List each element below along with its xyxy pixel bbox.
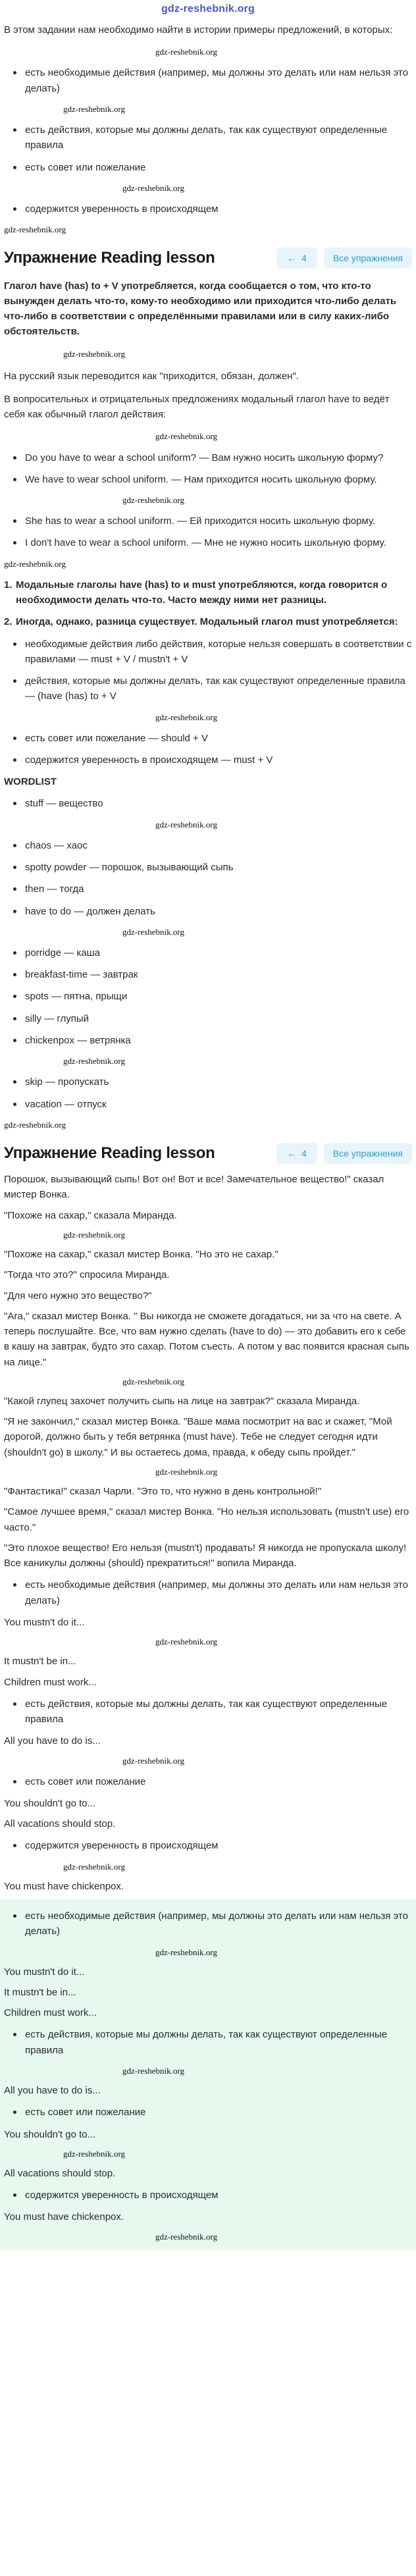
list-item: breakfast-time — завтрак [4,967,412,982]
item-number: 1. [4,579,13,591]
answer-example: You must have chickenpox. [4,2211,124,2223]
section-story [0,1172,416,1571]
answer-example: It mustn't be in... [4,1656,76,1668]
watermark: gdz-reshebnik.org [63,348,125,359]
item-number: 2. [4,616,13,628]
wordlist-title: WORDLIST [4,776,57,788]
list-item: She has to wear a school uniform. — Ей приходится носить школьную форму. [4,513,412,529]
answer-example: All vacations should stop. [4,1818,116,1830]
exercise-header [0,246,416,270]
rules-list [4,637,412,768]
arrow-left-icon: ← [287,1147,297,1159]
story-line: "Похоже на сахар," сказал мистер Вонка. "Но это не сахар." [4,1249,278,1261]
list-item: spots — пятна, прыщи [4,989,412,1004]
list-item: есть совет или пожелание — should + V [4,731,412,746]
exercise-title: Упражнение Reading lesson [4,1144,215,1163]
watermark: gdz-reshebnik.org [155,47,217,57]
answer-list [4,1908,412,1939]
list-item: есть совет или пожелание [4,2105,412,2120]
watermark: gdz-reshebnik.org [63,2148,125,2159]
prev-exercise-button[interactable] [276,1143,317,1164]
story-line: "Самое лучшее время," сказал мистер Вонка. "Но нельзя использовать (mustn't use) его часто." [4,1506,409,1533]
list-item: silly — глупый [4,1011,412,1026]
theory-paragraph: Глагол have (has) to + V употребляется, когда сообщается о том, что кто-то вынужден делать что-то, кому-то необходимо или приходится что-либо делать что-либо в соответствии с определёнными правилами или в силу каких-либо обстоятельств. [4,280,397,338]
exercise-header [0,1141,416,1165]
prev-exercise-label: 4 [301,252,307,263]
list-item: I don't have to wear a school uniform. — Мне не нужно носить школьную форму. [4,535,412,550]
watermark: gdz-reshebnik.org [4,558,66,569]
theory-paragraph: В вопросительных и отрицательных предложениях модальный глагол have to ведёт себя как обычный глагол действия: [4,393,390,421]
answer-example: You mustn't do it... [4,1616,85,1628]
answer-list [4,2027,412,2058]
list-item: vacation — отпуск [4,1097,412,1112]
answers-highlight-block [0,1899,416,2250]
answer-example: You must have chickenpox. [4,1880,124,1892]
list-item: Do you have to wear a school uniform? — Вам нужно носить школьную форму? [4,450,412,465]
list-item: spotty powder — порошок, вызывающий сыпь [4,860,412,875]
site-logo[interactable]: gdz-reshebnik.org [161,3,255,14]
watermark: gdz-reshebnik.org [122,926,184,937]
item-text: Модальные глаголы have (has) to и must употребляются, когда говорится о необходимости делать что-то. Часто между ними нет разницы. [16,579,388,606]
list-item: есть необходимые действия (например, мы должны это делать или нам нельзя это делать) [4,65,412,96]
answer-list [4,1774,412,1789]
arrow-left-icon: ← [287,252,297,263]
story-line: "Фантастика!" сказал Чарли. "Это то, что нужно в день контрольной!" [4,1486,322,1498]
watermark: gdz-reshebnik.org [63,1229,125,1240]
exercise-title: Упражнение Reading lesson [4,249,215,267]
wordlist [4,796,412,1111]
watermark: gdz-reshebnik.org [122,1376,184,1386]
examples-list [4,450,412,551]
list-item: have to do — должен делать [4,904,412,919]
watermark: gdz-reshebnik.org [63,103,125,114]
list-item: есть действия, которые мы должны делать, так как существуют определенные правила [4,1696,412,1727]
answer-example: All you have to do is... [4,2085,101,2097]
answer-example: You shouldn't go to... [4,1797,96,1809]
watermark: gdz-reshebnik.org [122,1755,184,1766]
watermark: gdz-reshebnik.org [63,1056,125,1066]
story-line: "Ага," сказал мистер Вонка. " Вы никогда не сможете догадаться, ни за что на свете. А теперь послушайте. Все, что вам нужно сделать (have to do) — это добавить его к себе в кашу на завтрак, будто это сахар. Потом съесть. А потом у вас появится красная сыпь на лице." [4,1310,409,1368]
answer-list [4,1577,412,1608]
list-item: содержится уверенность в происходящем [4,2188,412,2203]
answer-example: You shouldn't go to... [4,2128,96,2140]
watermark: gdz-reshebnik.org [4,224,66,235]
answer-example: It mustn't be in... [4,1986,76,1998]
list-item: есть необходимые действия (например, мы должны это делать или нам нельзя это делать) [4,1577,412,1608]
answer-example: All vacations should stop. [4,2167,116,2179]
prev-exercise-label: 4 [301,1147,307,1159]
list-item: содержится уверенность в происходящем [4,201,412,217]
answer-example: All you have to do is... [4,1735,101,1747]
list-item: действия, которые мы должны делать, так как существуют определенные правила — (have (has) to + V [4,673,412,704]
story-line: "Это плохое вещество! Его нельзя (mustn't) продавать! Я никогда не пропускала школу! Все каникулы должны (should) прекратиться!" вопила Миранда. [4,1542,407,1569]
list-item: We have to wear school uniform. — Нам приходится носить школьную форму. [4,472,412,487]
answers-block [0,1577,416,1894]
story-line: "Для чего нужно это вещество?" [4,1290,152,1301]
watermark: gdz-reshebnik.org [4,1119,66,1130]
watermark: gdz-reshebnik.org [155,1637,217,1647]
numbered-item [4,614,412,629]
list-item: skip — пропускать [4,1074,412,1090]
numbered-item [4,577,412,608]
criteria-list [4,65,412,217]
answer-example: Children must work... [4,2007,97,2019]
list-item: необходимые действия либо действия, которые нельзя совершать в соответствии с правилами — must + V / mustn't + V [4,637,412,668]
watermark: gdz-reshebnik.org [155,431,217,442]
list-item: chickenpox — ветрянка [4,1033,412,1048]
watermark: gdz-reshebnik.org [122,495,184,506]
watermark: gdz-reshebnik.org [155,2231,217,2242]
list-item: stuff — вещество [4,796,412,811]
list-item: есть действия, которые мы должны делать, так как существуют определенные правила [4,2027,412,2058]
list-item: есть действия, которые мы должны делать, так как существуют определенные правила [4,122,412,153]
answer-list [4,1838,412,1853]
prev-exercise-button[interactable] [276,248,317,269]
list-item: chaos — хаос [4,838,412,853]
list-item: porridge — каша [4,945,412,960]
list-item: есть совет или пожелание [4,160,412,175]
story-line: "Похоже на сахар," сказала Миранда. [4,1209,177,1221]
story-line: "Я не закончил," сказал мистер Вонка. "Ваше мама посмотрит на вас и скажет, "Мой дорогой, должно быть у тебя ветрянка (must have). Тебе не следует сегодня идти (shouldn't go) в школу." И вы остаетесь дома, правда, к обеду сыпь пройдет." [4,1416,392,1458]
answer-example: You mustn't do it... [4,1966,85,1978]
section-intro [0,22,416,236]
answer-list [4,2105,412,2120]
answer-example: Children must work... [4,1676,97,1688]
watermark: gdz-reshebnik.org [155,1466,217,1477]
theory-paragraph: На русский язык переводится как "приходится, обязан, должен". [4,370,299,382]
watermark: gdz-reshebnik.org [155,819,217,829]
watermark: gdz-reshebnik.org [122,182,184,193]
watermark: gdz-reshebnik.org [155,1947,217,1957]
story-line: "Тогда что это?" спросила Миранда. [4,1269,170,1281]
watermark: gdz-reshebnik.org [122,2065,184,2076]
story-line: "Какой глупец захочет получить сыпь на лице на завтрак?" сказала Миранда. [4,1395,360,1407]
all-exercises-button[interactable]: Все упражнения [324,248,412,269]
watermark: gdz-reshebnik.org [63,1861,125,1872]
section-theory [0,278,416,1132]
exercise-controls [276,248,412,269]
list-item: содержится уверенность в происходящем [4,1838,412,1853]
all-exercises-button[interactable]: Все упражнения [324,1143,412,1164]
exercise-controls [276,1143,412,1164]
intro-text: В этом задании нам необходимо найти в истории примеры предложений, в которых: [4,24,393,36]
story-line: Порошок, вызывающий сыпь! Вот он! Вот и все! Замечательное вещество!" сказал мистер Вонка. [4,1174,384,1201]
list-item: содержится уверенность в происходящем — must + V [4,752,412,768]
list-item: then — тогда [4,881,412,897]
answer-list [4,1696,412,1727]
list-item: есть необходимые действия (например, мы должны это делать или нам нельзя это делать) [4,1908,412,1939]
list-item: есть совет или пожелание [4,1774,412,1789]
answer-list [4,2188,412,2203]
item-text: Иногда, однако, разница существует. Модальный глагол must употребляется: [16,616,398,628]
watermark: gdz-reshebnik.org [155,712,217,722]
